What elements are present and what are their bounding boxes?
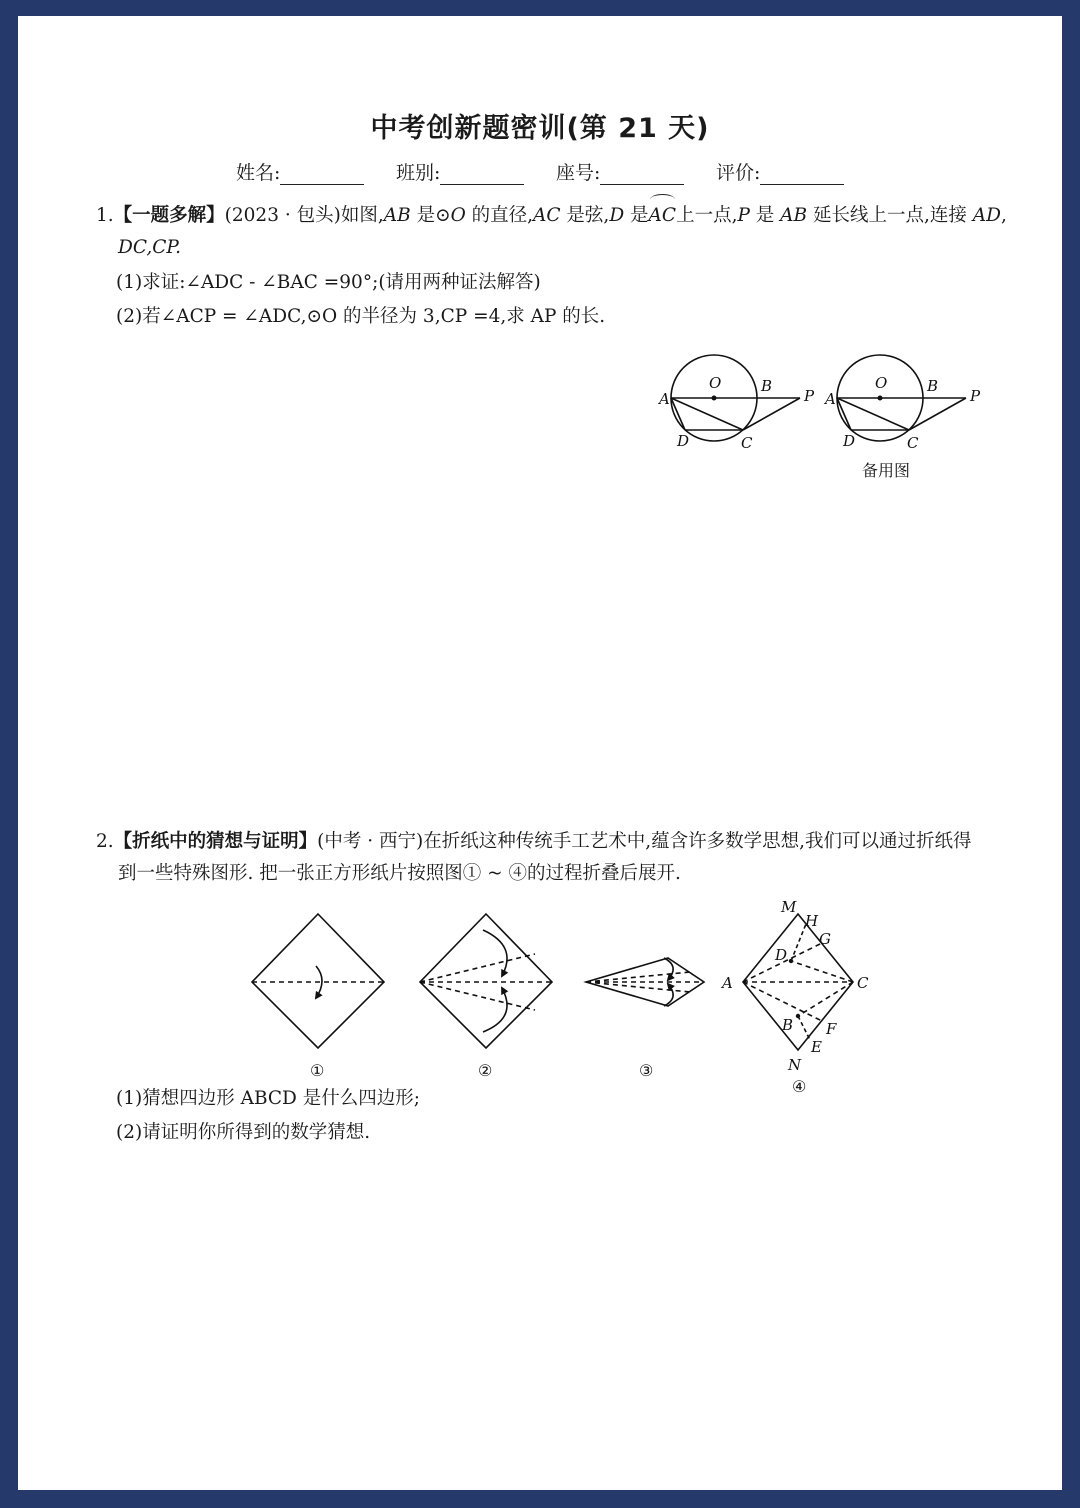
square-outline bbox=[252, 914, 384, 1048]
fold-figure-2 bbox=[420, 914, 552, 1048]
class-field bbox=[396, 158, 524, 185]
figure-1-caption: ① bbox=[310, 1061, 325, 1080]
question-1-part-2: (2)若∠ACP = ∠ADC,⊙O 的半径为 3,CP =4,求 AP 的长. bbox=[116, 306, 606, 327]
label-d: D bbox=[677, 432, 690, 450]
question-2-tag: 【折纸中的猜想与证明】 bbox=[113, 831, 318, 852]
fold-line bbox=[420, 954, 535, 982]
q1-text: 是 bbox=[624, 205, 649, 226]
q1-text: 延长线上一点,连接 bbox=[807, 205, 973, 226]
q1-arc-ac: AC bbox=[649, 200, 677, 232]
q1-var: P bbox=[737, 205, 750, 226]
seat-blank[interactable] bbox=[600, 164, 684, 185]
label-o: O bbox=[709, 374, 722, 392]
center-dot bbox=[712, 396, 717, 401]
label-o: O bbox=[875, 374, 888, 392]
label-a: A bbox=[722, 974, 733, 992]
q1-text: 的直径, bbox=[465, 205, 534, 226]
question-1-tag: 【一题多解】 bbox=[113, 205, 225, 226]
name-blank[interactable] bbox=[280, 164, 364, 185]
label-a: A bbox=[659, 390, 670, 408]
fold-figure-1 bbox=[252, 914, 384, 1048]
center-dot bbox=[878, 396, 883, 401]
fold-line-be bbox=[798, 1016, 810, 1040]
label-g: G bbox=[819, 930, 831, 948]
question-1-source: (2023 · 包头) bbox=[224, 205, 341, 226]
question-2-text-line1: 在折纸这种传统手工艺术中,蕴含许多数学思想,我们可以通过折纸得 bbox=[423, 831, 972, 852]
q1-var: D bbox=[609, 205, 625, 226]
fold-line bbox=[420, 982, 535, 1010]
chord-ac bbox=[671, 398, 743, 430]
q1-text: 是⊙ bbox=[410, 205, 451, 226]
label-f: F bbox=[826, 1020, 837, 1038]
question-2 bbox=[96, 826, 1016, 890]
figure-2-caption: ② bbox=[478, 1061, 493, 1080]
q1-var: AC bbox=[533, 205, 561, 226]
label-p: P bbox=[970, 387, 981, 405]
point-b bbox=[796, 1014, 800, 1018]
q1-var: O bbox=[450, 205, 466, 226]
label-n: N bbox=[788, 1056, 802, 1074]
question-1-number: 1. bbox=[96, 205, 114, 226]
circle-figure-main bbox=[671, 355, 800, 441]
question-1-part-1: (1)求证:∠ADC - ∠BAC =90°;(请用两种证法解答) bbox=[116, 272, 541, 293]
question-2-number: 2. bbox=[96, 831, 114, 852]
label-c: C bbox=[857, 974, 869, 992]
label-b: B bbox=[761, 377, 773, 395]
q1-text: 上一点, bbox=[676, 205, 738, 226]
question-1-figures bbox=[658, 346, 1018, 486]
point-d bbox=[789, 959, 793, 963]
q1-var: AD bbox=[972, 205, 1001, 226]
eval-label: 评价: bbox=[716, 162, 761, 184]
line-cp bbox=[909, 398, 966, 430]
question-2-text-line2: 到一些特殊图形. 把一张正方形纸片按照图① ~ ④的过程折叠后展开. bbox=[118, 863, 681, 884]
fold-arrow-icon bbox=[483, 930, 507, 976]
q1-var: AB bbox=[383, 205, 411, 226]
fold-figure-4 bbox=[743, 914, 853, 1050]
question-2-part-2: (2)请证明你所得到的数学猜想. bbox=[116, 1122, 371, 1143]
class-label: 班别: bbox=[396, 162, 441, 184]
question-1 bbox=[96, 200, 1016, 264]
label-d: D bbox=[775, 946, 788, 964]
square-outline bbox=[420, 914, 552, 1048]
name-label: 姓名: bbox=[236, 162, 281, 184]
q1-text: , bbox=[1001, 205, 1007, 226]
seat-label: 座号: bbox=[556, 162, 601, 184]
class-blank[interactable] bbox=[440, 164, 524, 185]
label-h: H bbox=[805, 912, 819, 930]
fold-arrow-icon bbox=[483, 988, 507, 1032]
seat-field bbox=[556, 158, 684, 185]
worksheet-page bbox=[18, 16, 1062, 1490]
label-e: E bbox=[811, 1038, 822, 1056]
question-1-line2: DC,CP. bbox=[118, 237, 181, 258]
label-d: D bbox=[843, 432, 856, 450]
question-2-part-1: (1)猜想四边形 ABCD 是什么四边形; bbox=[116, 1088, 420, 1109]
chord-ac bbox=[837, 398, 909, 430]
fold-line-dh bbox=[791, 924, 806, 961]
label-m: M bbox=[781, 898, 797, 916]
line-cp bbox=[743, 398, 800, 430]
page-title: 中考创新题密训(第 21 天) bbox=[370, 113, 710, 144]
q1-text: 是弦, bbox=[560, 205, 610, 226]
figure-4-caption: ④ bbox=[792, 1077, 807, 1096]
fold-line-cb bbox=[798, 982, 853, 1016]
label-a: A bbox=[825, 390, 836, 408]
question-2-source: (中考 · 西宁) bbox=[317, 831, 424, 852]
q1-text: 如图, bbox=[340, 205, 384, 226]
figure-3-caption: ③ bbox=[639, 1061, 654, 1080]
label-c: C bbox=[907, 434, 919, 452]
label-b: B bbox=[927, 377, 939, 395]
q1-text: 是 bbox=[749, 205, 781, 226]
label-p: P bbox=[804, 387, 815, 405]
eval-blank[interactable] bbox=[760, 164, 844, 185]
spare-figure-caption: 备用图 bbox=[862, 461, 911, 480]
question-2-figures bbox=[238, 896, 878, 1096]
label-b: B bbox=[782, 1016, 794, 1034]
name-field bbox=[236, 158, 364, 185]
q1-var: AB bbox=[780, 205, 808, 226]
fold-figure-3 bbox=[586, 958, 704, 1006]
circle-figure-spare bbox=[837, 355, 966, 441]
eval-field bbox=[716, 158, 844, 185]
label-c: C bbox=[741, 434, 753, 452]
